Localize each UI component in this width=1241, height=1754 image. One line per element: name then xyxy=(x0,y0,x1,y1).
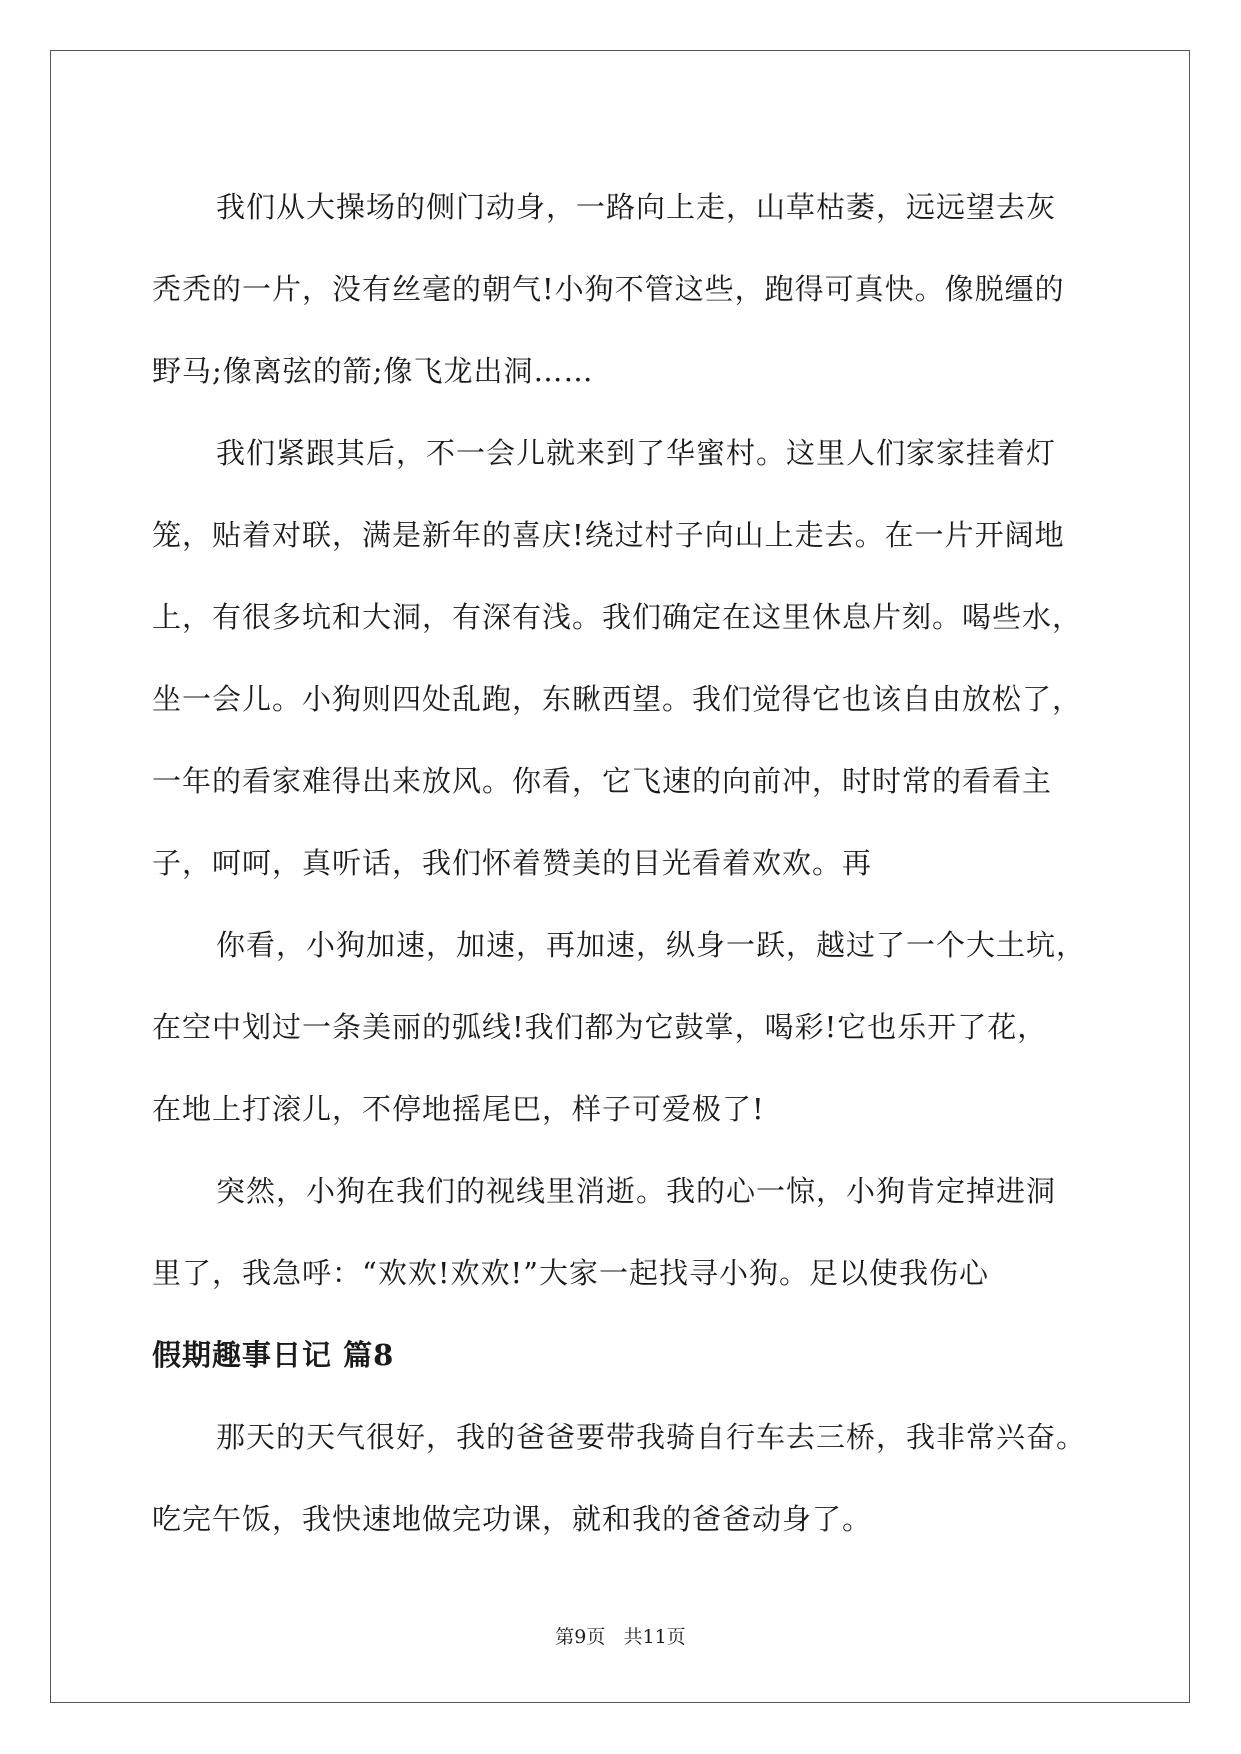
paragraph-5 xyxy=(152,1396,1122,1560)
text-line: 我们从大操场的侧门动身，一路向上走，山草枯萎，远远望去灰 xyxy=(216,190,1057,224)
text-line: 野马;像离弦的箭;像飞龙出洞…… xyxy=(152,354,594,388)
text-line: 吃完午饭，我快速地做完功课，就和我的爸爸动身了。 xyxy=(152,1502,873,1536)
text-line: 在空中划过一条美丽的弧线!我们都为它鼓掌，喝彩!它也乐开了花， xyxy=(152,1010,1048,1044)
page-number-footer: 第9页 共11页 xyxy=(555,1626,686,1648)
paragraph-4 xyxy=(152,1150,1122,1314)
document-body xyxy=(152,166,1122,1560)
text-line: 秃秃的一片，没有丝毫的朝气!小狗不管这些，跑得可真快。像脱缰的 xyxy=(152,272,1065,306)
text-line: 你看，小狗加速，加速，再加速，纵身一跃，越过了一个大土坑， xyxy=(216,928,1087,962)
text-line: 笼，贴着对联，满是新年的喜庆!绕过村子向山上走去。在一片开阔地 xyxy=(152,518,1065,552)
paragraph-2 xyxy=(152,412,1122,904)
text-line: 里了，我急呼：“欢欢!欢欢!”大家一起找寻小狗。足以使我伤心 xyxy=(152,1256,989,1290)
text-line: 我们紧跟其后，不一会儿就来到了华蜜村。这里人们家家挂着灯 xyxy=(216,436,1057,470)
text-line: 那天的天气很好，我的爸爸要带我骑自行车去三桥，我非常兴奋。 xyxy=(216,1420,1087,1454)
paragraph-1 xyxy=(152,166,1122,412)
text-line: 一年的看家难得出来放风。你看，它飞速的向前冲，时时常的看看主 xyxy=(152,764,1053,798)
text-line: 上，有很多坑和大洞，有深有浅。我们确定在这里休息片刻。喝些水， xyxy=(152,600,1083,634)
text-line: 坐一会儿。小狗则四处乱跑，东瞅西望。我们觉得它也该自由放松了， xyxy=(152,682,1083,716)
text-line: 在地上打滚儿，不停地摇尾巴，样子可爱极了! xyxy=(152,1092,765,1126)
section-heading: 假期趣事日记 篇8 xyxy=(152,1338,395,1372)
text-line: 子，呵呵，真听话，我们怀着赞美的目光看着欢欢。再 xyxy=(152,846,873,880)
paragraph-3 xyxy=(152,904,1122,1150)
text-line: 突然，小狗在我们的视线里消逝。我的心一惊，小狗肯定掉进洞 xyxy=(216,1174,1057,1208)
